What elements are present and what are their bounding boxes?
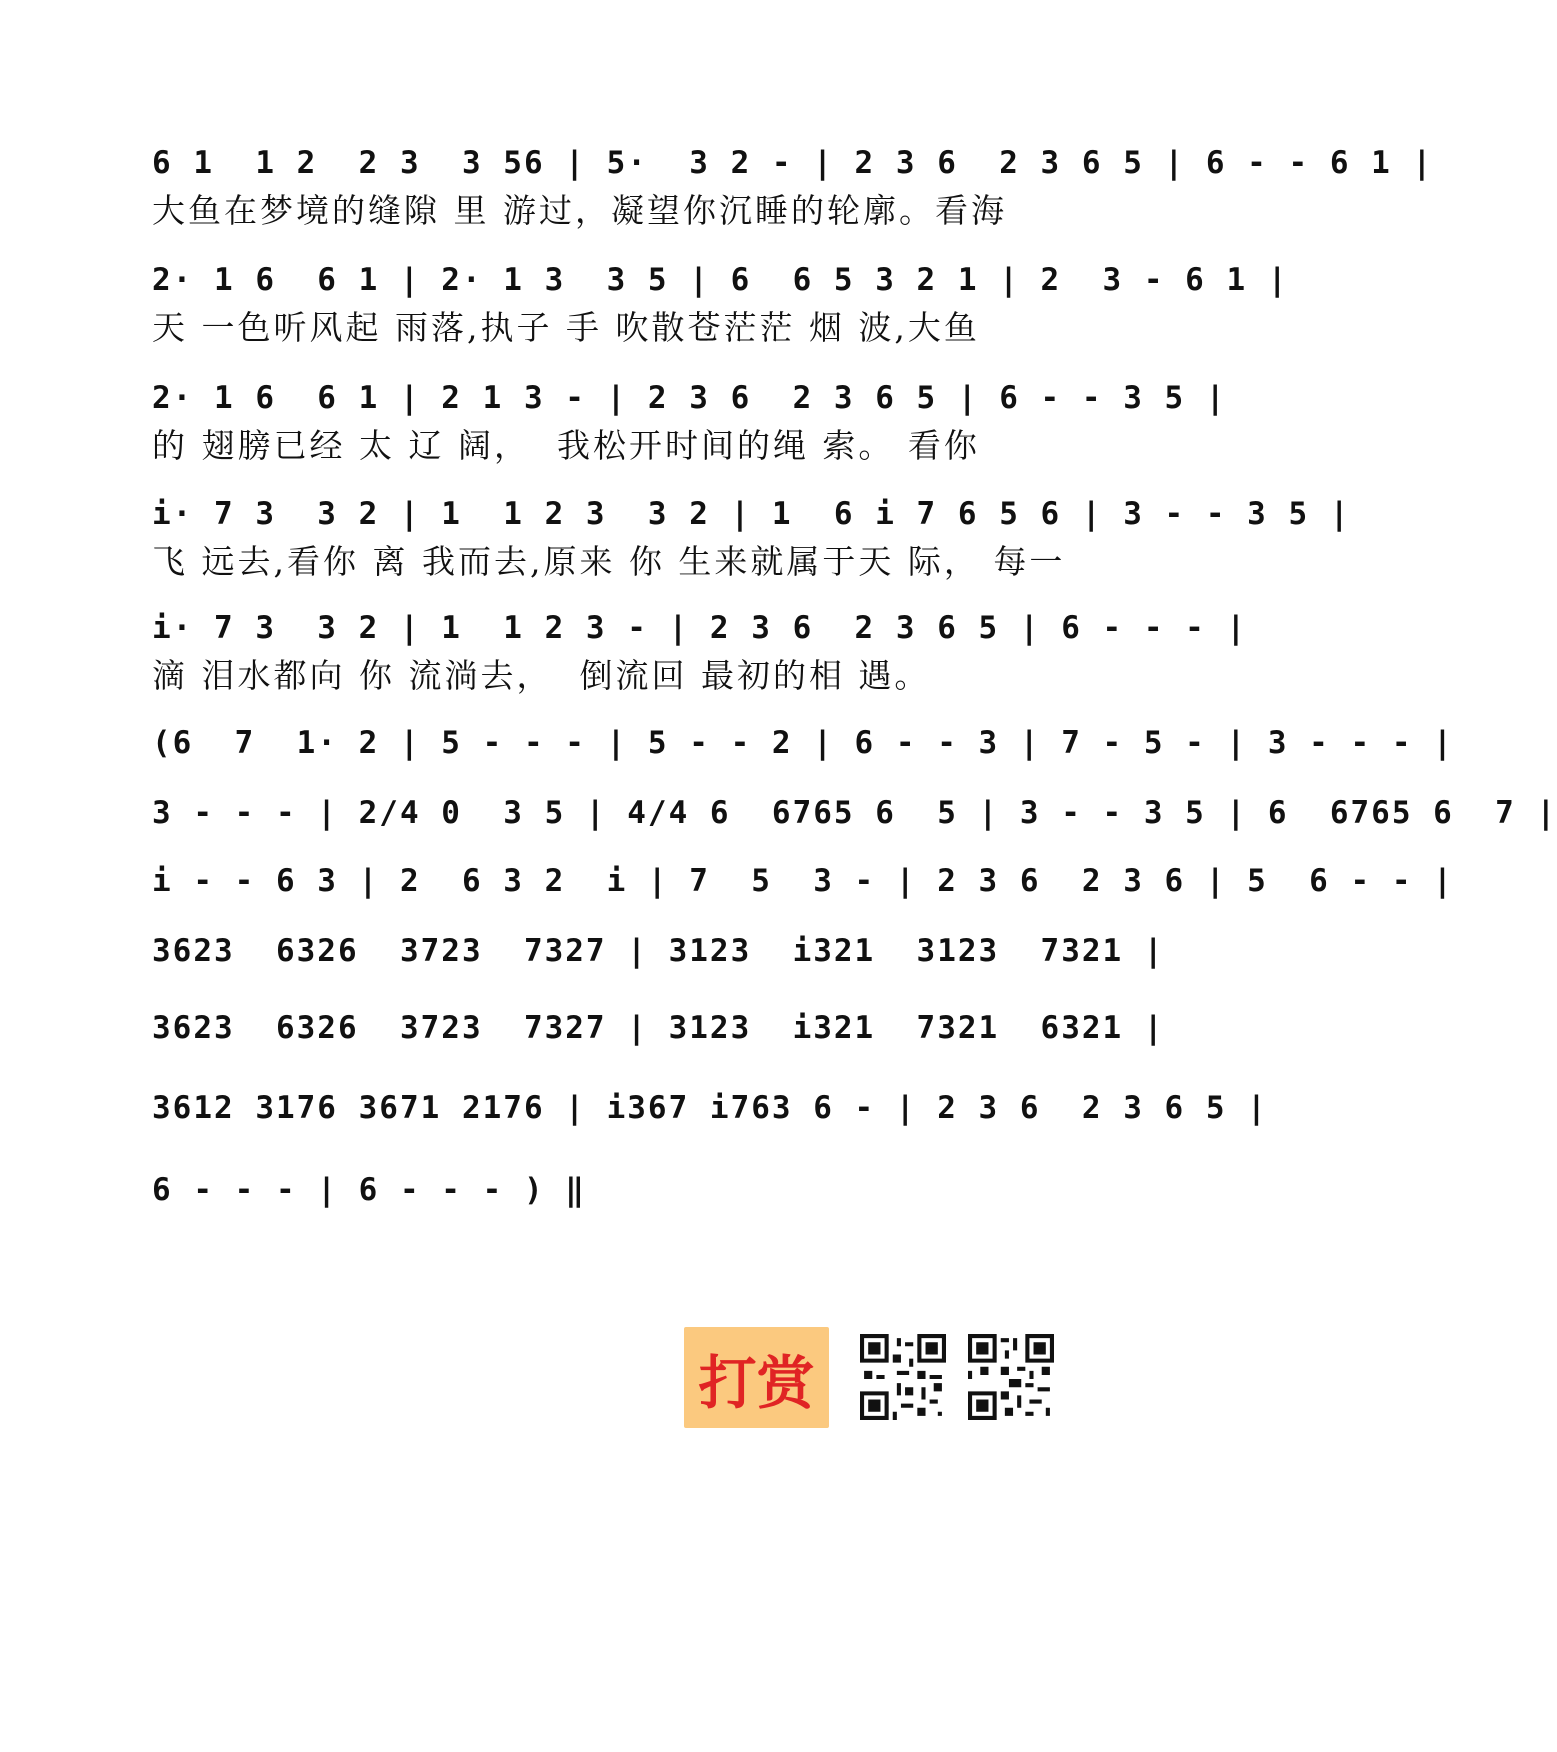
notes-line-5: i· 7 3 3 2 | 1 1 2 3 - | 2 3 6 2 3 6 5 | 6 - - - |	[152, 610, 1248, 646]
instrumental-line-2: 3 - - - | 2/4 0 3 5 | 4/4 6 6765 6 5 | 3 - - 3 5 | 6 6765 6 7 |	[152, 795, 1557, 831]
qr-code-icon[interactable]	[968, 1334, 1054, 1420]
qr-code-icon[interactable]	[860, 1334, 946, 1420]
notes-line-2: 2· 1 6 6 1 | 2· 1 3 3 5 | 6 6 5 3 2 1 | 2 3 - 6 1 |	[152, 262, 1289, 298]
lyrics-line-4: 飞 远去,看你 离 我而去,原来 你 生来就属于天 际， 每一	[152, 542, 1066, 581]
notes-line-4: i· 7 3 3 2 | 1 1 2 3 3 2 | 1 6 i 7 6 5 6 | 3 - - 3 5 |	[152, 496, 1351, 532]
notes-line-3: 2· 1 6 6 1 | 2 1 3 - | 2 3 6 2 3 6 5 | 6 - - 3 5 |	[152, 380, 1227, 416]
lyrics-line-2: 天 一色听风起 雨落,执子 手 吹散苍茫茫 烟 波,大鱼	[152, 308, 980, 347]
lyrics-line-5: 滴 泪水都向 你 流淌去， 倒流回 最初的相 遇。	[152, 656, 931, 695]
instrumental-line-6: 3612 3176 3671 2176 | i367 i763 6 - | 2 3 6 2 3 6 5 |	[152, 1090, 1268, 1126]
reward-button[interactable]: 打赏	[684, 1327, 829, 1428]
notes-line-1: 6 1 1 2 2 3 3 56 | 5· 3 2 - | 2 3 6 2 3 6 5 | 6 - - 6 1 |	[152, 145, 1434, 181]
instrumental-line-3: i - - 6 3 | 2 6 3 2 i | 7 5 3 - | 2 3 6 2 3 6 | 5 6 - - |	[152, 863, 1454, 899]
lyrics-line-1: 大鱼在梦境的缝隙 里 游过，凝望你沉睡的轮廓。看海	[152, 191, 1007, 230]
instrumental-line-1: (6 7 1· 2 | 5 - - - | 5 - - 2 | 6 - - 3 | 7 - 5 - | 3 - - - |	[152, 725, 1454, 761]
lyrics-line-3: 的 翅膀已经 太 辽 阔， 我松开时间的绳 索。 看你	[152, 426, 980, 465]
instrumental-line-4: 3623 6326 3723 7327 | 3123 i321 3123 7321 |	[152, 933, 1165, 969]
instrumental-line-5: 3623 6326 3723 7327 | 3123 i321 7321 6321 |	[152, 1010, 1165, 1046]
instrumental-line-7: 6 - - - | 6 - - - ) ‖	[152, 1172, 586, 1208]
